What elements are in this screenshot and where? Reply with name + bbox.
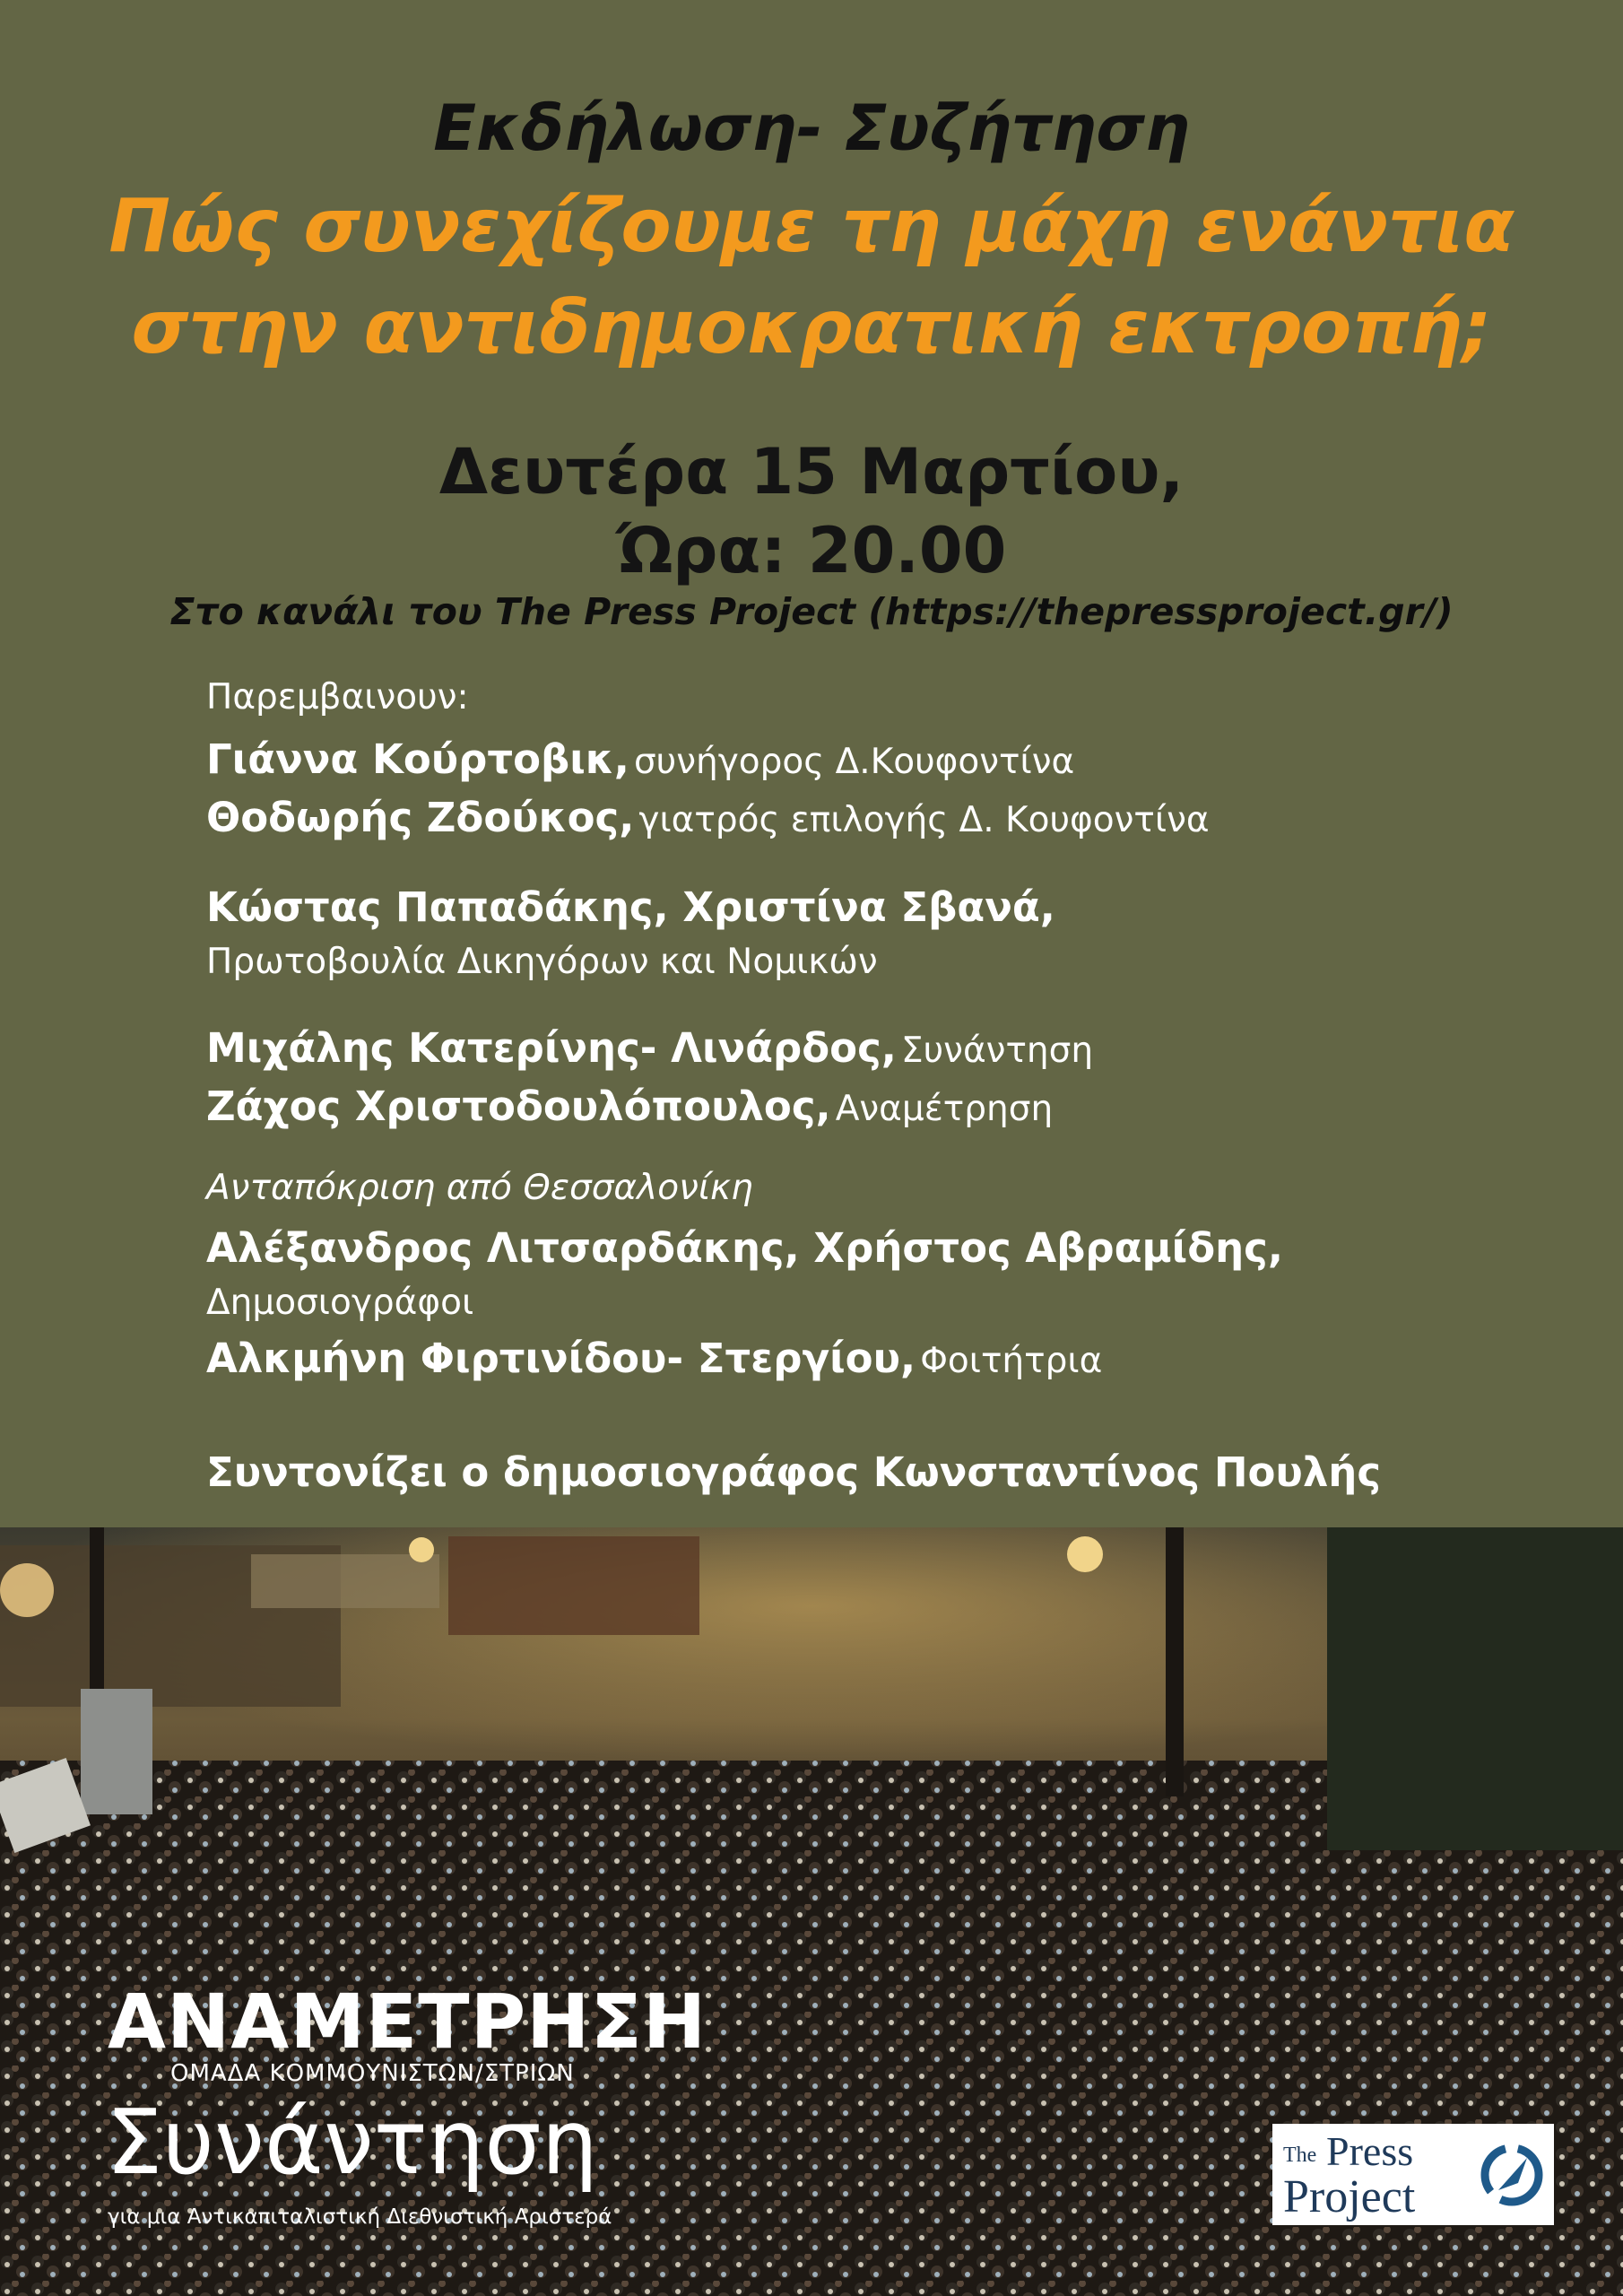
event-title-line-1: Πώς συνεχίζουμε τη μάχη ενάντια	[108, 184, 1515, 269]
logo-press: Press	[1326, 2128, 1414, 2174]
logo-project: Project	[1283, 2171, 1416, 2222]
speaker-role: Φοιτήτρια	[920, 1341, 1103, 1381]
thessaloniki-intro: Ανταπόκριση από Θεσσαλονίκη	[206, 1168, 753, 1208]
event-type: Εκδήλωση- Συζήτηση	[433, 91, 1190, 165]
speaker-row	[206, 735, 1074, 783]
press-project-emblem-icon	[1475, 2138, 1549, 2212]
anametrisi-logo-subtitle: ΟΜΑΔΑ ΚΟΜΜΟΥΝΙΣΤΩΝ/ΣΤΡΙΩΝ	[170, 2060, 575, 2087]
speaker-role: Συνάντηση	[900, 1031, 1094, 1071]
speaker-name: Γιάννα Κούρτοβικ,	[206, 735, 629, 783]
event-channel: Στο κανάλι του The Press Project (https://thepressproject.gr/)	[169, 590, 1454, 633]
synantisi-logo-subtitle: για μια Αντικαπιταλιστική Διεθνιστική Αριστερά	[108, 2205, 612, 2229]
speaker-row	[206, 1024, 1093, 1072]
event-date: Δευτέρα 15 Μαρτίου,	[438, 435, 1185, 509]
speaker-row	[206, 1083, 1053, 1130]
anametrisi-logo-title: ΑΝΑΜΕΤΡΗΣΗ	[108, 1978, 707, 2066]
speaker-name: Αλέξανδρος Λιτσαρδάκης, Χρήστος Αβραμίδης,	[206, 1224, 1283, 1272]
speakers-intro: Παρεμβαινουν:	[206, 677, 469, 718]
speaker-row	[206, 794, 1210, 841]
synantisi-logo-title: Συνάντηση	[106, 2090, 599, 2195]
speaker-name: Κώστας Παπαδάκης, Χριστίνα Σβανά,	[206, 883, 1055, 931]
speaker-role: Πρωτοβουλία Δικηγόρων και Νομικών	[206, 942, 878, 982]
speaker-role: συνήγορος Δ.Κουφοντίνα	[633, 742, 1075, 782]
speaker-role: Αναμέτρηση	[835, 1089, 1054, 1129]
speaker-role: γιατρός επιλογής Δ. Κουφοντίνα	[638, 800, 1210, 840]
speaker-name: Μιχάλης Κατερίνης- Λινάρδος,	[206, 1024, 897, 1072]
speaker-name: Θοδωρής Ζδούκος,	[206, 794, 635, 841]
logo-the: The	[1283, 2144, 1317, 2167]
the-press-project-logo	[1272, 2124, 1554, 2225]
speaker-row	[206, 1335, 1102, 1382]
speaker-name: Αλκμήνη Φιρτινίδου- Στεργίου,	[206, 1335, 916, 1382]
speaker-role: Δημοσιογράφοι	[206, 1283, 474, 1323]
event-time: Ώρα: 20.00	[616, 514, 1007, 587]
speaker-name: Ζάχος Χριστοδουλόπουλος,	[206, 1083, 831, 1130]
event-title-line-2: στην αντιδημοκρατική εκτροπή;	[131, 285, 1492, 370]
moderator-line: Συντονίζει ο δημοσιογράφος Κωνσταντίνος Πουλής	[206, 1448, 1382, 1496]
